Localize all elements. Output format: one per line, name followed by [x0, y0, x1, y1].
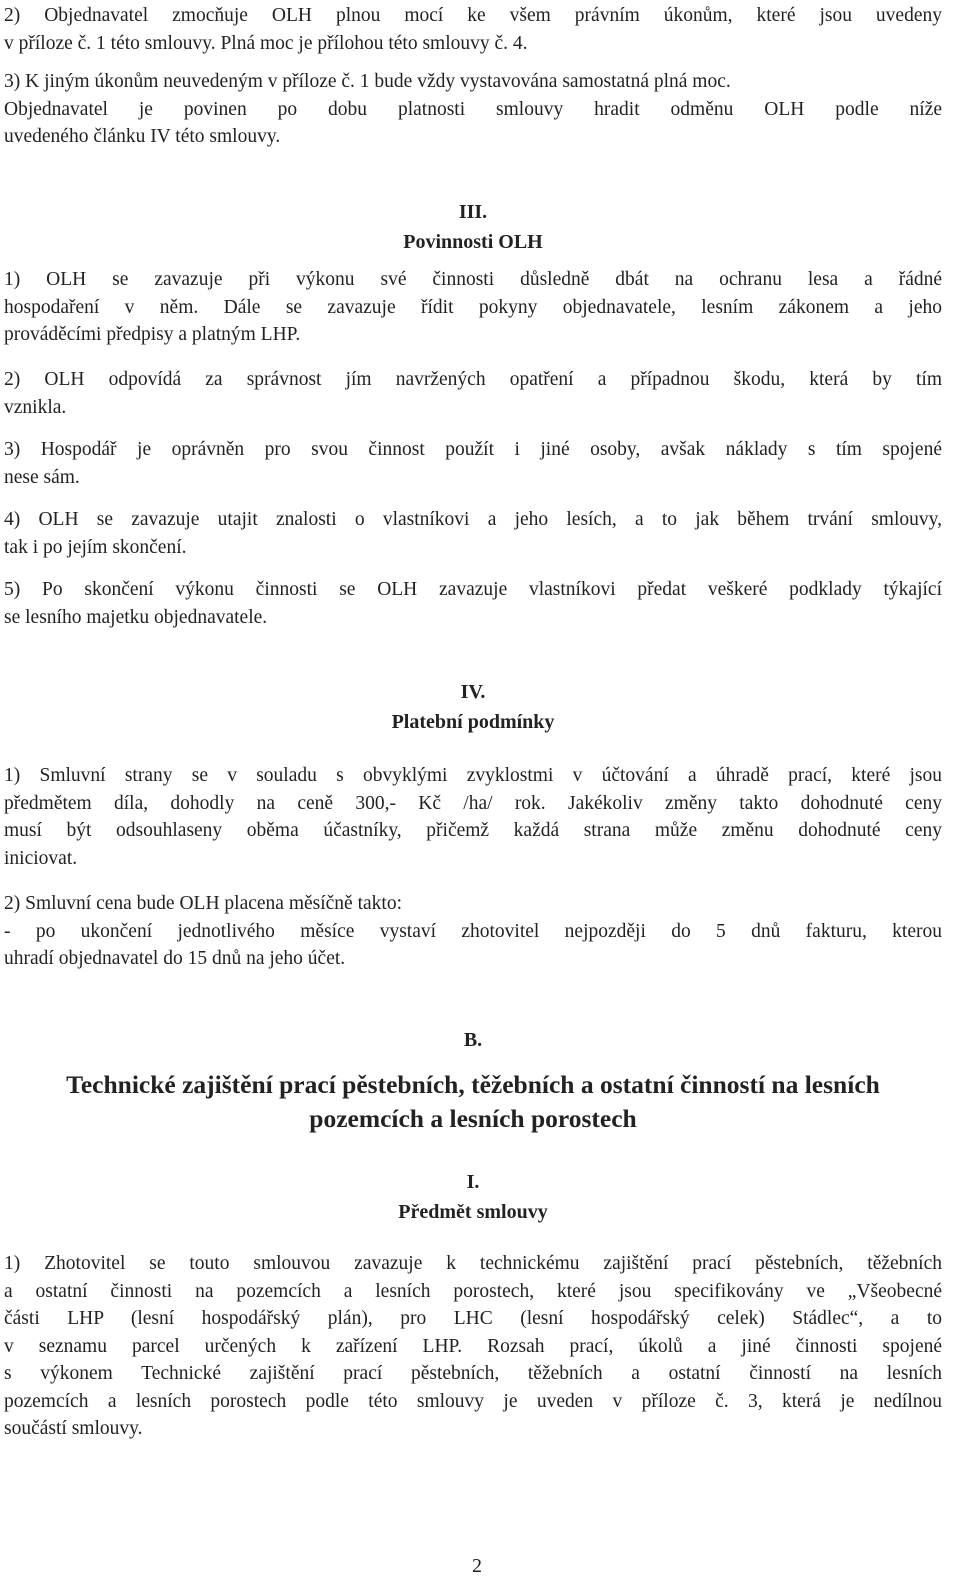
article-number: III.: [458, 201, 488, 223]
text-line: a ostatní činnosti na pozemcích a lesních porostech, které jsou specifikovány ve „Všeobecné: [4, 1280, 942, 1302]
text-line: části LHP (lesní hospodářský plán), pro LHC (lesní hospodářský celek) Stádlec“, a to: [4, 1308, 942, 1329]
text-line: nese sám.: [4, 466, 80, 488]
text-line: v příloze č. 1 této smlouvy. Plná moc je přílohou této smlouvy č. 4.: [4, 32, 528, 54]
text-line: musí být odsouhlaseny oběma účastníky, přičemž každá strana může změnu dohodnuté ceny: [4, 820, 942, 841]
text-line: 4) OLH se zavazuje utajit znalosti o vlastníkovi a jeho lesích, a to jak během trvání smlouvy,: [4, 509, 942, 530]
part-title: [4, 1068, 942, 1136]
text-line: Objednavatel je povinen po dobu platnosti smlouvy hradit odměnu OLH podle níže: [4, 98, 942, 120]
text-line: hospodaření v něm. Dále se zavazuje řídit pokyny objednavatele, lesním zákonem a jeho: [4, 296, 942, 318]
text-line: 1) OLH se zavazuje při výkonu své činnosti důsledně dbát na ochranu lesa a řádné: [4, 269, 942, 290]
article-title: Platební podmínky: [391, 711, 555, 733]
text-line: 2) Objednavatel zmocňuje OLH plnou mocí ke všem právním úkonům, které jsou uvedeny: [4, 5, 942, 26]
text-line: 1) Zhotovitel se touto smlouvou zavazuje k technickému zajištění prací pěstebních, těžebních: [4, 1253, 942, 1274]
paragraph-art3-4: [4, 506, 942, 561]
text-line: vznikla.: [4, 396, 67, 418]
paragraph-art1-1: [4, 1250, 942, 1443]
text-line: prováděcími předpisy a platným LHP.: [4, 324, 301, 345]
text-line: 2) OLH odpovídá za správnost jím navržených opatření a případnou škodu, která by tím: [4, 369, 942, 390]
text-line: 3) K jiným úkonům neuvedeným v příloze č. 1 bude vždy vystavována samostatná plná moc.: [4, 71, 731, 92]
text-line: součástí smlouvy.: [4, 1418, 143, 1439]
paragraph-art4-2: [4, 890, 942, 973]
text-line: 2) Smluvní cena bude OLH placena měsíčně takto:: [4, 893, 402, 914]
text-line: 5) Po skončení výkonu činnosti se OLH zavazuje vlastníkovi předat veškeré podklady týkající: [4, 579, 942, 600]
text-line: pozemcích a lesních porostech podle této smlouvy je uveden v příloze č. 3, která je nedílnou: [4, 1390, 942, 1412]
part-title-line: pozemcích a lesních porostech: [309, 1104, 637, 1133]
paragraph-art4-1: [4, 762, 942, 872]
article-number: I.: [466, 1171, 480, 1193]
text-line: uvedeného článku IV této smlouvy.: [4, 126, 281, 147]
text-line: v seznamu parcel určených k zařízení LHP. Rozsah prací, úkolů a jiné činnosti spojené: [4, 1335, 942, 1357]
paragraph-art3-1: [4, 266, 942, 349]
text-line: uhradí objednavatel do 15 dnů na jeho účet.: [4, 948, 346, 969]
paragraph-intro-2: [4, 2, 942, 57]
paragraph-art3-2: [4, 366, 942, 421]
part-title-line: Technické zajištění prací pěstebních, těžebních a ostatní činností na lesních: [66, 1070, 880, 1099]
text-line: tak i po jejím skončení.: [4, 536, 187, 558]
text-line: iniciovat.: [4, 847, 78, 869]
paragraph-art3-3: [4, 436, 942, 491]
text-line: 3) Hospodář je oprávněn pro svou činnost použít i jiné osoby, avšak náklady s tím spojené: [4, 439, 942, 460]
article-number: IV.: [460, 681, 486, 703]
part-letter: B.: [463, 1029, 483, 1051]
text-line: 1) Smluvní strany se v souladu s obvyklými zvyklostmi v účtování a úhradě prací, které jsou: [4, 765, 942, 786]
paragraph-art3-5: [4, 576, 942, 631]
paragraph-intro-3: [4, 68, 942, 151]
text-line: se lesního majetku objednavatele.: [4, 606, 268, 628]
article-title: Předmět smlouvy: [398, 1201, 548, 1223]
page-number: 2: [472, 1555, 482, 1577]
text-line: s výkonem Technické zajištění prací pěstebních, těžebních a ostatní činností na lesních: [4, 1363, 942, 1384]
text-line: - po ukončení jednotlivého měsíce vystaví zhotovitel nejpozději do 5 dnů fakturu, kterou: [4, 920, 942, 942]
article-title: Povinnosti OLH: [403, 231, 543, 253]
text-line: předmětem díla, dohodly na ceně 300,- Kč /ha/ rok. Jakékoliv změny takto dohodnuté ceny: [4, 792, 942, 814]
